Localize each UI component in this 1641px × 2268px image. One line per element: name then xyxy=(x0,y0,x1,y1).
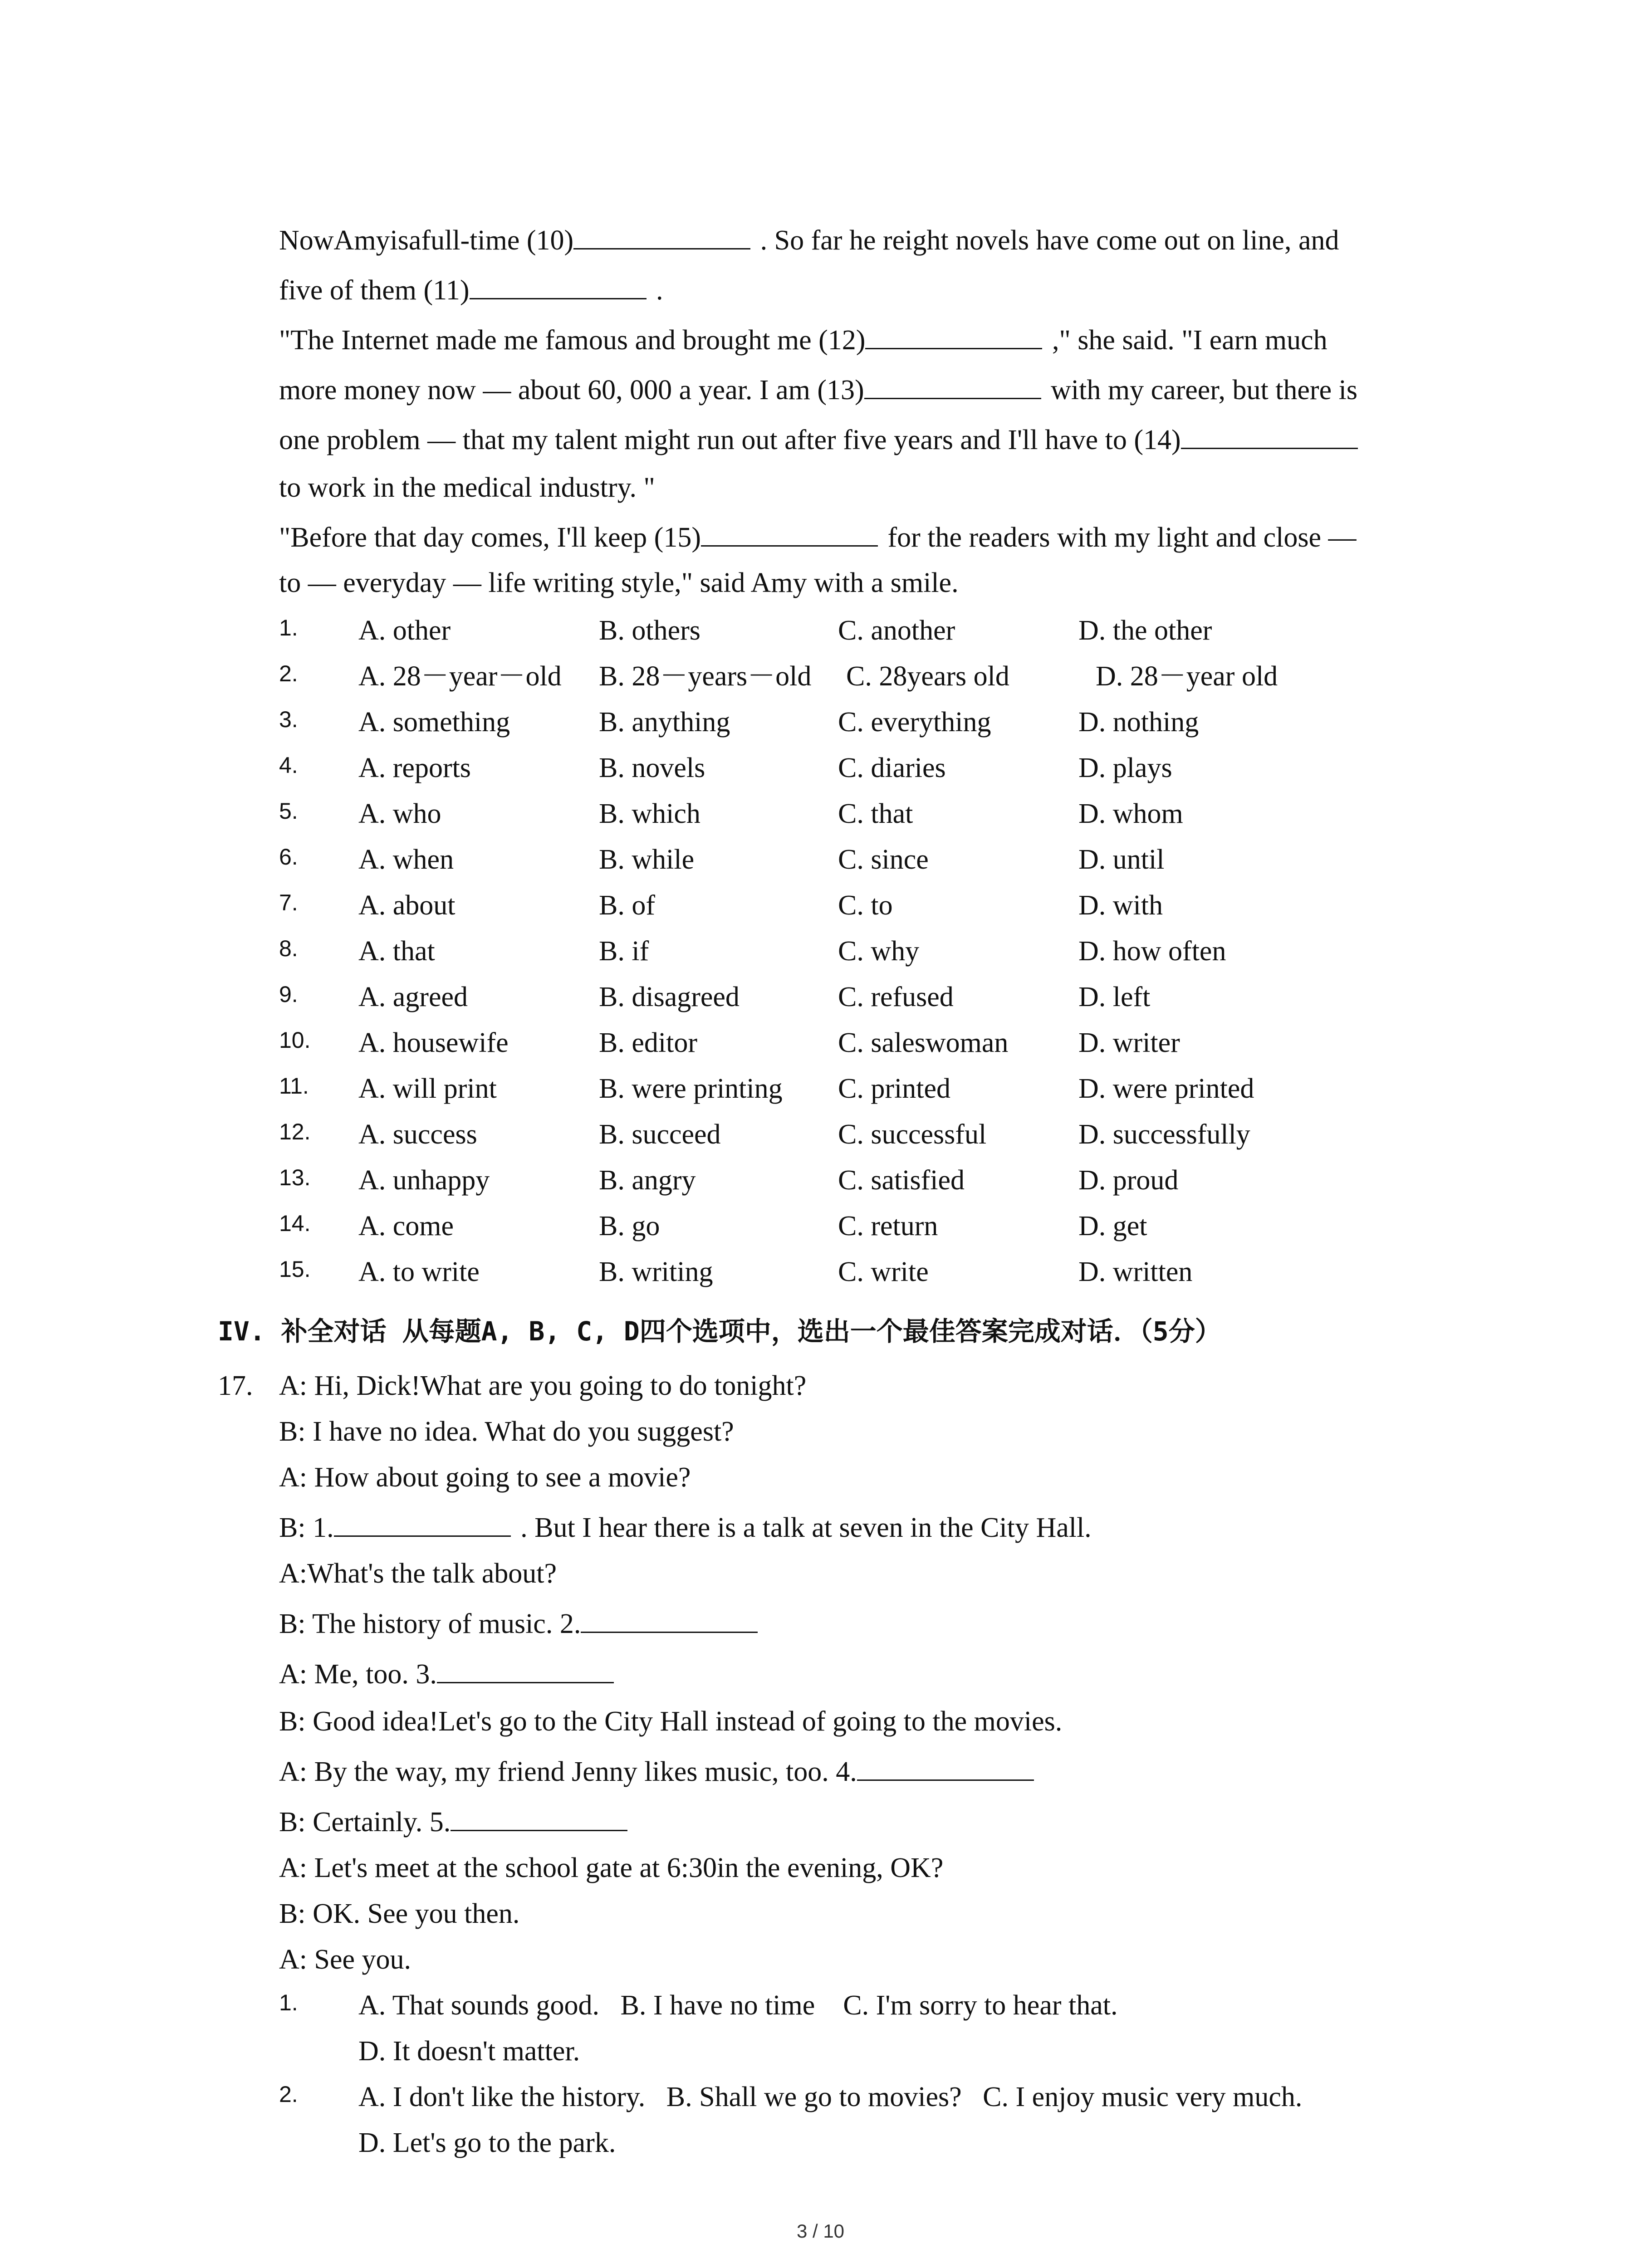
option-a[interactable]: A. other xyxy=(358,615,451,646)
dialogue-option-line[interactable]: A. I don't like the history. B. Shall we go to movies? C. I enjoy music very much. xyxy=(358,2082,1303,2112)
option-c[interactable]: C. since xyxy=(838,844,929,875)
blank-11[interactable] xyxy=(470,275,647,299)
option-row xyxy=(279,1070,1459,1107)
option-row xyxy=(279,841,1459,878)
option-a[interactable]: A. unhappy xyxy=(358,1165,490,1196)
dialogue-option-number: 2. xyxy=(279,2082,298,2107)
dialogue-text: B: 1. xyxy=(279,1512,334,1543)
option-row xyxy=(279,704,1459,740)
option-row xyxy=(279,933,1459,969)
option-c[interactable]: C. everything xyxy=(838,707,991,738)
option-b[interactable]: B. go xyxy=(599,1211,660,1242)
option-number: 2. xyxy=(279,661,298,686)
dialogue-line xyxy=(279,1756,1037,1788)
option-c[interactable]: C. return xyxy=(838,1211,938,1242)
dialogue-line: A:What's the talk about? xyxy=(279,1558,557,1589)
dialogue-line xyxy=(279,1806,630,1838)
dialogue-text: B: The history of music. 2. xyxy=(279,1608,581,1639)
dialogue-line xyxy=(279,1512,1092,1544)
option-c[interactable]: C. that xyxy=(838,798,913,829)
passage-text: five of them (11) xyxy=(279,275,470,306)
question-number: 17. xyxy=(218,1370,253,1401)
dialogue-text: B: Certainly. 5. xyxy=(279,1807,451,1838)
option-b[interactable]: B. others xyxy=(599,615,700,646)
option-number: 11. xyxy=(279,1073,309,1099)
dialogue-line: A: See you. xyxy=(279,1944,411,1975)
dialogue-line xyxy=(279,1608,760,1640)
option-number: 1. xyxy=(279,615,298,640)
option-number: 12. xyxy=(279,1119,311,1144)
option-d[interactable]: D. plays xyxy=(1078,753,1172,783)
option-row xyxy=(279,612,1459,649)
dialogue-option-line[interactable]: D. It doesn't matter. xyxy=(358,2036,580,2067)
passage-line-6: to work in the medical industry. " xyxy=(279,472,655,503)
option-d[interactable]: D. were printed xyxy=(1078,1073,1254,1104)
dialogue-line: A: Let's meet at the school gate at 6:30in the evening, OK? xyxy=(279,1853,944,1883)
option-a[interactable]: A. about xyxy=(358,890,456,921)
passage-text: more money now — about 60, 000 a year. I am (13) xyxy=(279,375,864,406)
option-d[interactable]: D. with xyxy=(1078,890,1163,921)
option-a[interactable]: A. housewife xyxy=(358,1027,509,1058)
option-b[interactable]: B. angry xyxy=(599,1165,696,1196)
option-a[interactable]: A. success xyxy=(358,1119,477,1150)
dialogue-text: A: Me, too. 3. xyxy=(279,1659,437,1690)
option-row xyxy=(279,658,1459,694)
blank-14[interactable] xyxy=(1181,425,1358,449)
dialogue-line: A: How about going to see a movie? xyxy=(279,1462,691,1493)
passage-line-2 xyxy=(279,274,663,306)
passage-text: ," she said. "I earn much xyxy=(1045,325,1327,356)
option-b[interactable]: B. disagreed xyxy=(599,982,740,1012)
option-d[interactable]: D. writer xyxy=(1078,1027,1180,1058)
dialogue-blank-4[interactable] xyxy=(857,1757,1034,1781)
dialogue-line: A: Hi, Dick!What are you going to do tonight? xyxy=(279,1370,807,1401)
dialogue-line xyxy=(279,1658,617,1690)
blank-10[interactable] xyxy=(573,225,750,249)
option-c[interactable]: C. to xyxy=(838,890,893,921)
passage-line-5 xyxy=(279,424,1361,456)
option-row xyxy=(279,887,1459,924)
option-number: 10. xyxy=(279,1027,311,1053)
option-row xyxy=(279,1162,1459,1198)
option-number: 15. xyxy=(279,1256,311,1282)
option-a[interactable]: A. will print xyxy=(358,1073,497,1104)
dialogue-blank-5[interactable] xyxy=(451,1807,627,1831)
option-number: 4. xyxy=(279,753,298,778)
option-c[interactable]: C. satisfied xyxy=(838,1165,965,1196)
option-b[interactable]: B. while xyxy=(599,844,695,875)
dialogue-blank-1[interactable] xyxy=(334,1513,511,1537)
dialogue-option-line[interactable]: A. That sounds good. B. I have no time C. I'm sorry to hear that. xyxy=(358,1990,1118,2021)
option-a[interactable]: A. who xyxy=(358,798,441,829)
passage-text: "Before that day comes, I'll keep (15) xyxy=(279,522,701,553)
option-c[interactable]: C. why xyxy=(838,936,920,967)
option-number: 5. xyxy=(279,798,298,824)
option-b[interactable]: B. succeed xyxy=(599,1119,721,1150)
passage-text: with my career, but there is xyxy=(1043,375,1357,406)
option-b[interactable]: B. anything xyxy=(599,707,730,738)
option-c[interactable]: C. diaries xyxy=(838,753,946,783)
option-row xyxy=(279,1254,1459,1290)
option-row xyxy=(279,1025,1459,1061)
dialogue-blank-3[interactable] xyxy=(437,1659,614,1683)
option-d[interactable]: D. nothing xyxy=(1078,707,1199,738)
option-b[interactable]: B. which xyxy=(599,798,700,829)
option-a[interactable]: A. that xyxy=(358,936,435,967)
option-row xyxy=(279,1116,1459,1153)
option-number: 13. xyxy=(279,1165,311,1190)
dialogue-text: A: By the way, my friend Jenny likes music, too. 4. xyxy=(279,1756,857,1787)
passage-text: one problem — that my talent might run out after five years and I'll have to (14) xyxy=(279,425,1181,455)
option-d[interactable]: D. whom xyxy=(1078,798,1183,829)
option-d[interactable]: D. successfully xyxy=(1078,1119,1250,1150)
option-c[interactable]: C. printed xyxy=(838,1073,950,1104)
option-d[interactable]: D. until xyxy=(1078,844,1165,875)
option-d[interactable]: D. the other xyxy=(1078,615,1212,646)
option-number: 14. xyxy=(279,1211,311,1236)
option-b[interactable]: B. novels xyxy=(599,753,705,783)
option-row xyxy=(279,750,1459,786)
option-number: 6. xyxy=(279,844,298,870)
dialogue-line: B: Good idea!Let's go to the City Hall instead of going to the movies. xyxy=(279,1706,1063,1737)
option-b[interactable]: B. were printing xyxy=(599,1073,783,1104)
blank-12[interactable] xyxy=(865,325,1042,349)
passage-text: . xyxy=(649,275,663,306)
option-b[interactable]: B. writing xyxy=(599,1256,713,1287)
option-number: 7. xyxy=(279,890,298,915)
option-b[interactable]: B. 28－years－old xyxy=(599,661,812,692)
option-d[interactable]: D. written xyxy=(1078,1256,1193,1287)
option-number: 3. xyxy=(279,707,298,732)
passage-line-3 xyxy=(279,324,1327,356)
option-c[interactable]: C. write xyxy=(838,1256,929,1287)
dialogue-option-line[interactable]: D. Let's go to the park. xyxy=(358,2127,616,2158)
option-c[interactable]: C. successful xyxy=(838,1119,987,1150)
passage-line-4 xyxy=(279,374,1357,406)
passage-line-1 xyxy=(279,225,1339,256)
passage-text: . So far he reight novels have come out on line, and xyxy=(753,225,1339,256)
option-b[interactable]: B. of xyxy=(599,890,655,921)
option-a[interactable]: A. to write xyxy=(358,1256,480,1287)
option-d[interactable]: D. left xyxy=(1078,982,1151,1012)
option-number: 8. xyxy=(279,936,298,961)
option-d[interactable]: D. get xyxy=(1078,1211,1147,1242)
option-c[interactable]: C. 28years old xyxy=(846,661,1009,692)
option-row xyxy=(279,979,1459,1015)
option-a[interactable]: A. 28－year－old xyxy=(358,661,562,692)
dialogue-text: . But I hear there is a talk at seven in the City Hall. xyxy=(513,1512,1092,1543)
option-a[interactable]: A. something xyxy=(358,707,510,738)
option-a[interactable]: A. agreed xyxy=(358,982,468,1012)
blank-15[interactable] xyxy=(701,523,878,547)
passage-text: for the readers with my light and close — xyxy=(880,522,1357,553)
option-b[interactable]: B. editor xyxy=(599,1027,697,1058)
dialogue-line: B: OK. See you then. xyxy=(279,1898,520,1929)
option-c[interactable]: C. saleswoman xyxy=(838,1027,1009,1058)
dialogue-option-number: 1. xyxy=(279,1990,298,2015)
option-a[interactable]: A. come xyxy=(358,1211,454,1242)
page-number: 3 / 10 xyxy=(796,2220,845,2242)
section-heading: IV. 补全对话 从每题A, B, C, D四个选项中，选出一个最佳答案完成对话．（5分） xyxy=(218,1316,1221,1347)
dialogue-blank-2[interactable] xyxy=(581,1609,758,1633)
passage-line-7 xyxy=(279,522,1357,553)
option-c[interactable]: C. another xyxy=(838,615,955,646)
option-b[interactable]: B. if xyxy=(599,936,649,967)
passage-text: NowAmyisafull-time (10) xyxy=(279,225,574,256)
option-d[interactable]: D. how often xyxy=(1078,936,1226,967)
option-number: 9. xyxy=(279,982,298,1007)
option-a[interactable]: A. reports xyxy=(358,753,471,783)
option-row xyxy=(279,796,1459,832)
blank-13[interactable] xyxy=(864,375,1041,399)
option-d[interactable]: D. 28－year old xyxy=(1096,661,1278,692)
option-d[interactable]: D. proud xyxy=(1078,1165,1179,1196)
option-a[interactable]: A. when xyxy=(358,844,454,875)
option-c[interactable]: C. refused xyxy=(838,982,954,1012)
option-row xyxy=(279,1208,1459,1244)
dialogue-line: B: I have no idea. What do you suggest? xyxy=(279,1416,734,1447)
passage-text: "The Internet made me famous and brought me (12) xyxy=(279,325,866,356)
passage-line-8: to — everyday — life writing style," said Amy with a smile. xyxy=(279,567,959,598)
